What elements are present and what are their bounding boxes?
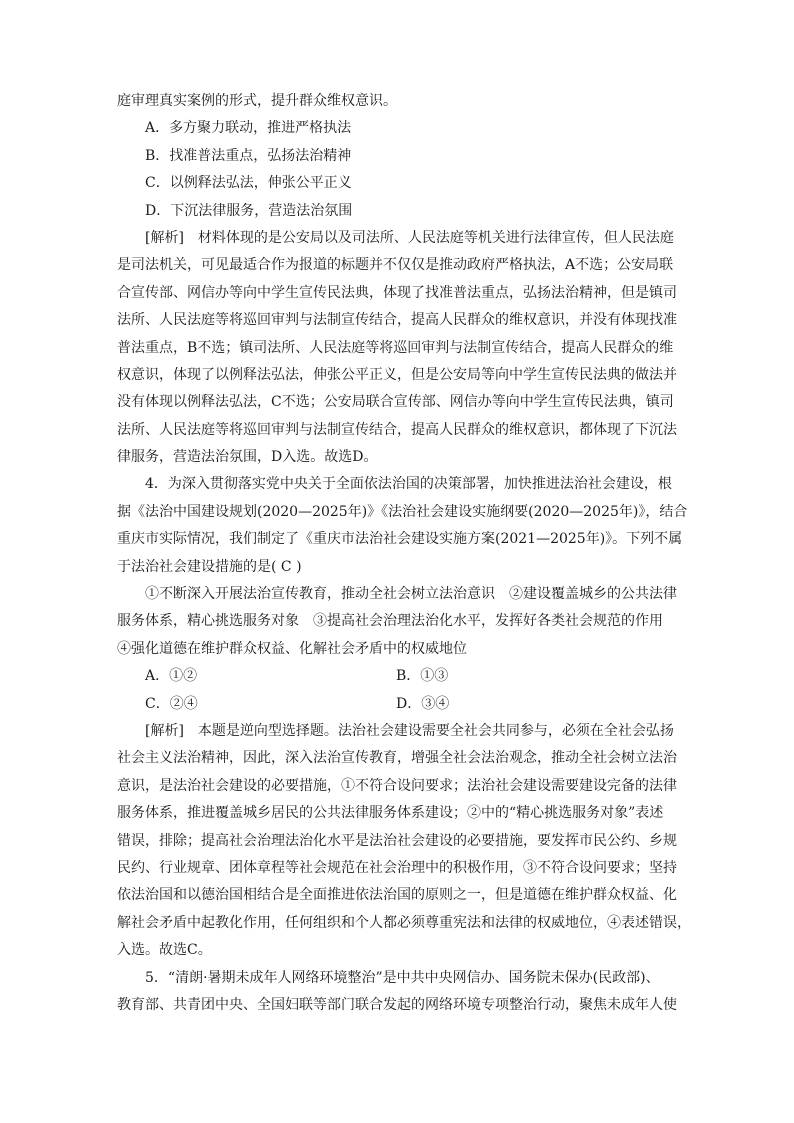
q3-option-c: C．以例释法弘法，伸张公平正义: [145, 175, 352, 192]
q4-analysis-line: 解社会矛盾中起教化作用，任何组织和个人都必须尊重宪法和法律的权威地位，④表述错误，: [117, 914, 691, 931]
q4-option-a: A．①②: [145, 668, 198, 685]
document-page: [117, 88, 691, 1019]
q4-statement-line: ①不断深入开展法治宣传教育，推动全社会树立法治意识 ②建设覆盖城乡的公共法律: [145, 586, 677, 603]
q3-analysis-line: [解析] 材料体现的是公安局以及司法所、人民法庭等机关进行法律宣传，但人民法庭: [145, 229, 674, 246]
q4-statement-line: 服务体系，精心挑选服务对象 ③提高社会治理法治化水平，发挥好各类社会规范的作用: [117, 613, 663, 630]
q4-stem-line: 4．为深入贯彻落实党中央关于全面依法治国的决策部署，加快推进法治社会建设，根: [145, 476, 672, 493]
q4-analysis-line: 错误，排除；提高社会治理法治化水平是法治社会建设的必要措施，要发挥市民公约、乡规: [117, 832, 677, 849]
q3-analysis-line: 合宣传部、网信办等向中学生宣传民法典，体现了找准普法重点，弘扬法治精神，但是镇司: [117, 284, 677, 301]
q3-option-b: B．找准普法重点，弘扬法治精神: [145, 147, 352, 164]
q4-analysis-line: 入选。故选C。: [117, 942, 212, 959]
q3-option-a: A．多方聚力联动，推进严格执法: [145, 120, 352, 137]
q4-option-d: D．③④: [396, 695, 450, 712]
q5-stem-line: 教育部、共青团中央、全国妇联等部门联合发起的网络环境专项整治行动，聚焦未成年人使: [117, 996, 677, 1013]
q3-analysis-line: 权意识，体现了以例释法弘法，伸张公平正义，但是公安局等向中学生宣传民法典的做法并: [117, 366, 677, 383]
q3-analysis-line: 律服务，营造法治氛围，D入选。故选D。: [117, 449, 378, 466]
q3-analysis-line: 普法重点，B不选；镇司法所、人民法庭等将巡回审判与法制宣传结合，提高人民群众的维: [117, 339, 674, 356]
q3-stem-tail: 庭审理真实案例的形式，提升群众维权意识。: [117, 93, 397, 109]
q4-options-row-2: [117, 691, 677, 718]
q4-options-row-1: [117, 663, 677, 690]
q4-stem-line: 于法治社会建设措施的是( C ): [117, 558, 302, 575]
q3-analysis-line: 是司法机关，可见最适合作为报道的标题并不仅仅是推动政府严格执法，A不选；公安局联: [117, 257, 674, 274]
q4-option-c: C．②④: [145, 695, 198, 712]
q4-stem-line: 据《法治中国建设规划(2020—2025年)》《法治社会建设实施纲要(2020—2025年)》，结合: [117, 503, 688, 520]
q5-stem-line: 5．“清朗·暑期未成年人网络环境整治”是中共中央网信办、国务院未保办(民政部)、: [145, 969, 660, 986]
q4-statement-line: ④强化道德在维护群众权益、化解社会矛盾中的权威地位: [117, 640, 467, 657]
q4-option-b: B．①③: [396, 668, 449, 685]
q4-analysis-line: [解析] 本题是逆向型选择题。法治社会建设需要全社会共同参与，必须在全社会弘扬: [145, 722, 674, 739]
q3-option-d: D．下沉法律服务，营造法治氛围: [145, 202, 353, 219]
q4-analysis-line: 依法治国和以德治国相结合是全面推进依法治国的原则之一，但是道德在维护群众权益、化: [117, 887, 677, 904]
q4-analysis-line: 社会主义法治精神，因此，深入法治宣传教育，增强全社会法治观念，推动全社会树立法治: [117, 750, 677, 767]
q4-stem-line: 重庆市实际情况，我们制定了《重庆市法治社会建设实施方案(2021—2025年)》。下列不属: [117, 531, 683, 548]
q4-analysis-line: 服务体系，推进覆盖城乡居民的公共法律服务体系建设；②中的“精心挑选服务对象”表述: [117, 805, 664, 822]
q3-analysis-line: 法所、人民法庭等将巡回审判与法制宣传结合，提高人民群众的维权意识，都体现了下沉法: [117, 421, 677, 438]
q3-analysis-line: 法所、人民法庭等将巡回审判与法制宣传结合，提高人民群众的维权意识，并没有体现找准: [117, 312, 677, 329]
q4-analysis-line: 意识，是法治社会建设的必要措施，①不符合设问要求；法治社会建设需要建设完备的法律: [117, 777, 677, 794]
q3-analysis-line: 没有体现以例释法弘法，C不选；公安局联合宣传部、网信办等向中学生宣传民法典，镇司: [117, 394, 674, 411]
q4-analysis-line: 民约、行业规章、团体章程等社会规范在社会治理中的积极作用，③不符合设问要求；坚持: [117, 859, 677, 876]
